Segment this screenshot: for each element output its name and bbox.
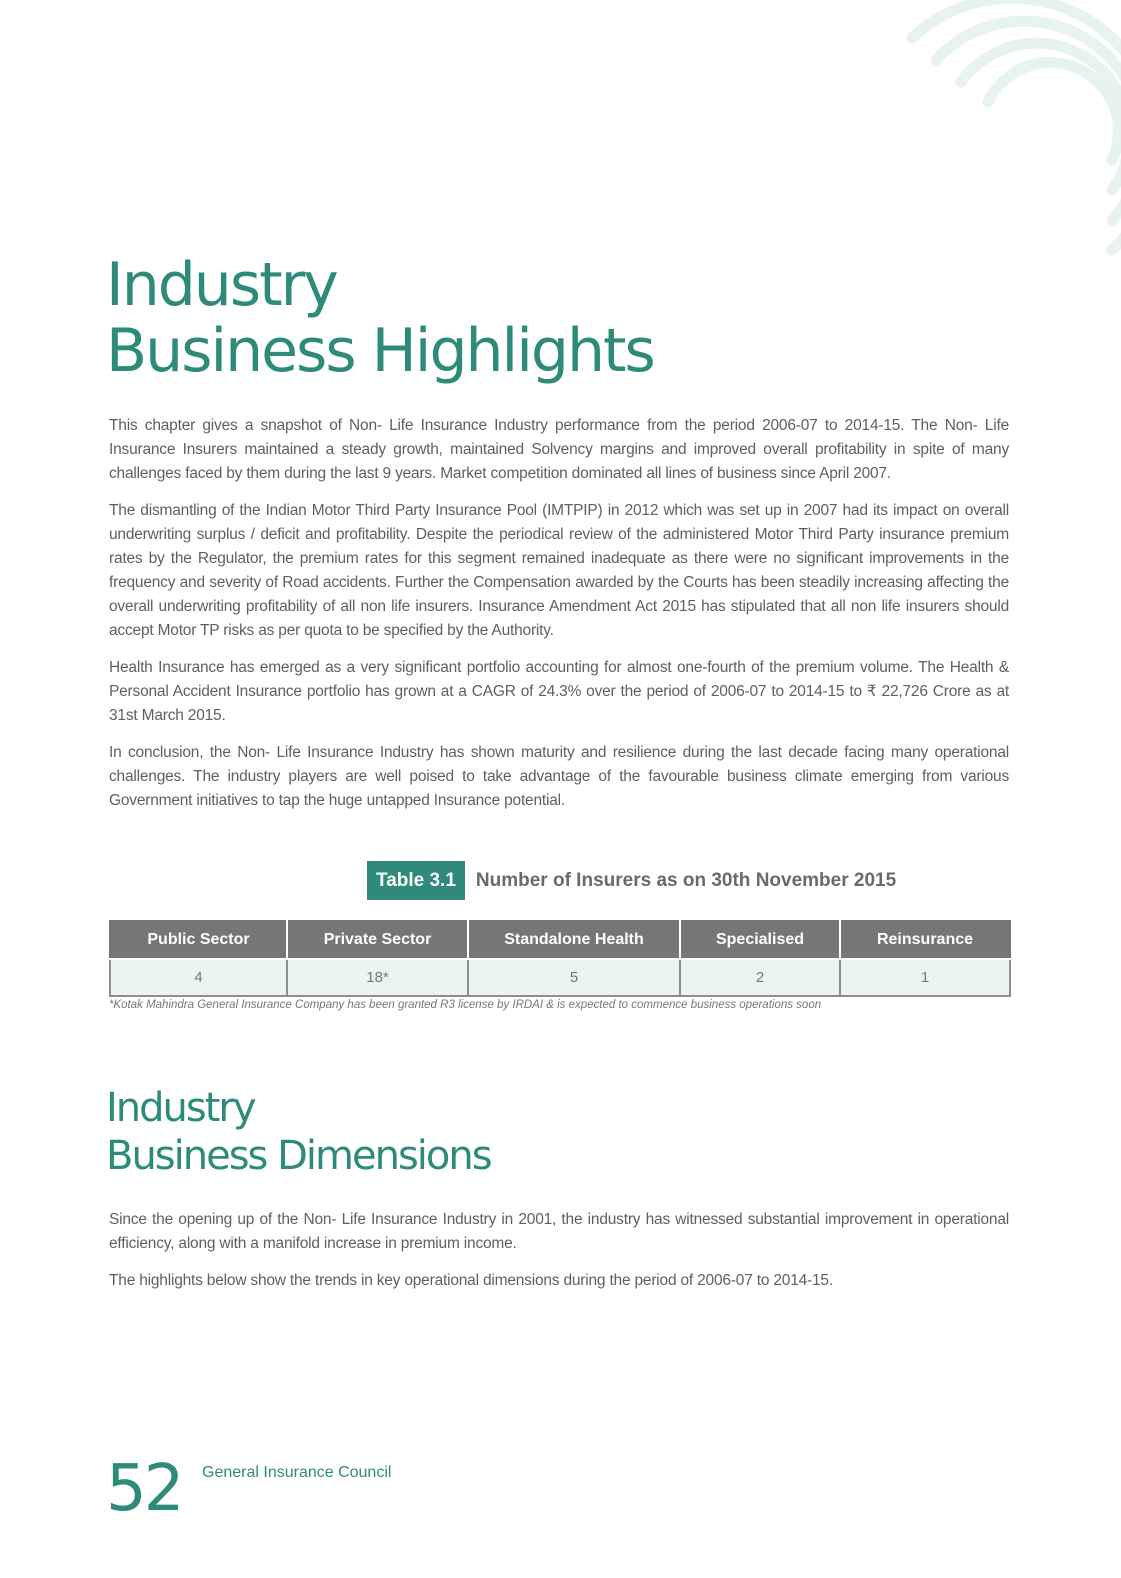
publisher-name: General Insurance Council (202, 1464, 392, 1481)
cell-private-sector: 18* (287, 959, 468, 996)
section-title-highlights (106, 252, 654, 384)
paragraph-4: In conclusion, the Non- Life Insurance Industry has shown maturity and resilience during the last decade facing many operational challenges. The industry players are well poised to take advantage of the favourable business climate emerging from various Government initiatives to tap the huge untapped Insurance potential. (109, 744, 1009, 809)
cell-specialised: 2 (680, 959, 840, 996)
paragraph-2: The dismantling of the Indian Motor Third Party Insurance Pool (IMTPIP) in 2012 which was set up in 2007 had its impact on overall underwriting surplus / deficit and profitability. Despite the periodical review of the administered Motor Third Party insurance premium rates by the Regulator, the premium rates for this segment remained inadequate as there were no significant improvements in the frequency and severity of Road accidents. Further the Compensation awarded by the Courts has been steadily increasing affecting the overall underwriting profitability of all non life insurers. Insurance Amendment Act 2015 has stipulated that all non life insurers should accept Motor TP risks as per quota to be specified by the Authority. (109, 502, 1009, 639)
cell-public-sector: 4 (110, 959, 287, 996)
table-footnote: *Kotak Mahindra General Insurance Company has been granted R3 license by IRDAI & is expected to commence business operations soon (109, 999, 822, 1011)
title-line-1: Industry (106, 250, 337, 320)
table-caption (367, 861, 896, 900)
table-header-row (110, 921, 1010, 959)
title-line-1: Industry (106, 1085, 255, 1131)
cell-reinsurance: 1 (840, 959, 1010, 996)
header-public-sector: Public Sector (110, 921, 287, 959)
paragraph-1: This chapter gives a snapshot of Non- Life Insurance Industry performance from the period 2006-07 to 2014-15. The Non- Life Insurance Insurers maintained a steady growth, maintained Solvency margins and improved overall profitability in spite of many challenges faced by them during the last 9 years. Market competition dominated all lines of business since April 2007. (109, 417, 1009, 482)
page-number: 52 (106, 1452, 182, 1526)
insurers-table (109, 920, 1011, 997)
paragraph-5: Since the opening up of the Non- Life Insurance Industry in 2001, the industry has witnessed substantial improvement in operational efficiency, along with a manifold increase in premium income. (109, 1211, 1009, 1252)
table-title: Number of Insurers as on 30th November 2015 (475, 869, 897, 891)
concentric-arcs-icon (906, 0, 1121, 265)
table-label: Table 3.1 (367, 861, 465, 900)
header-private-sector: Private Sector (287, 921, 468, 959)
header-standalone-health: Standalone Health (468, 921, 680, 959)
header-reinsurance: Reinsurance (840, 921, 1010, 959)
title-line-2: Business Highlights (106, 316, 654, 386)
section-title-dimensions (106, 1084, 491, 1180)
paragraph-6: The highlights below show the trends in key operational dimensions during the period of 2006-07 to 2014-15. (109, 1272, 833, 1289)
cell-standalone-health: 5 (468, 959, 680, 996)
paragraph-3: Health Insurance has emerged as a very significant portfolio accounting for almost one-fourth of the premium volume. The Health & Personal Accident Insurance portfolio has grown at a CAGR of 24.3% over the period of 2006-07 to 2014-15 to ₹ 22,726 Crore as at 31st March 2015. (109, 659, 1009, 724)
table-row (110, 959, 1010, 996)
title-line-2: Business Dimensions (106, 1133, 491, 1179)
header-specialised: Specialised (680, 921, 840, 959)
